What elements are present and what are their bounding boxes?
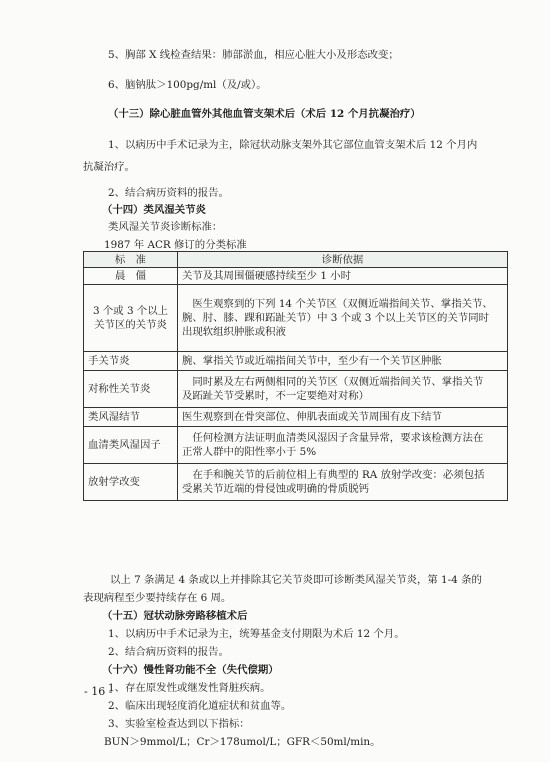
criterion-cell <box>84 408 178 427</box>
table-row <box>84 352 508 371</box>
text-line: 2、临床出现轻度消化道症状和贫血等。 <box>108 700 292 712</box>
text-line: 2、结合病历资料的报告。 <box>108 646 229 658</box>
table-row <box>84 464 508 501</box>
basis-text: 在手和腕关节的后前位相上有典型的 RA 放射学改变：必须包括 <box>182 469 485 481</box>
section-heading: （十五）冠状动脉旁路移植术后 <box>102 610 248 622</box>
text-line: 抗凝治疗。 <box>83 161 135 173</box>
basis-cell <box>178 352 508 371</box>
criterion-cell <box>84 268 178 285</box>
table-header-row <box>84 252 508 268</box>
criterion-text: 晨 僵 <box>114 270 147 282</box>
criterion-text: 放射学改变 <box>88 476 140 488</box>
basis-text: 任何检测方法证明血清类风湿因子含量异常，要求该检测方法在 <box>182 432 484 444</box>
section-heading: （十三）除心脏血管外其他血管支架术后（术后 12 个月抗凝治疗） <box>108 108 421 120</box>
text-line: 3、实验室检查达到以下指标： <box>108 718 250 730</box>
column-header: 标 准 <box>84 252 178 268</box>
criterion-cell <box>84 352 178 371</box>
basis-text: 正常人群中的阳性率小于 5% <box>182 446 317 458</box>
text-line: 表现病程至少要持续存在 6 周。 <box>83 592 232 604</box>
column-header: 诊断依据 <box>178 252 508 268</box>
basis-text: 关节及其周围僵硬感持续至少 1 小时 <box>182 270 352 282</box>
table-row <box>84 268 508 285</box>
criterion-text: 血清类风湿因子 <box>88 439 161 451</box>
criterion-text: 类风湿结节 <box>88 411 140 423</box>
ra-criteria-table <box>83 251 508 501</box>
section-heading: （十四）类风湿关节炎 <box>102 204 206 216</box>
basis-cell <box>178 268 508 285</box>
basis-text: 腕、掌指关节或近端指间关节中，至少有一个关节区肿胀 <box>182 355 442 367</box>
basis-text: 腕、肘、膝、踝和跖趾关节）中 3 个或 3 个以上关节区的关节同时 <box>182 312 489 324</box>
basis-cell <box>178 408 508 427</box>
basis-text: 及跖趾关节受累时，不一定要绝对对称） <box>182 390 370 402</box>
text-line: 6、脑钠肽＞100pg/ml（及/或）。 <box>108 79 267 91</box>
criterion-cell <box>84 371 178 408</box>
criterion-cell <box>84 427 178 464</box>
basis-cell <box>178 371 508 408</box>
text-line: 类风湿关节炎诊断标准： <box>108 221 223 233</box>
basis-text: 同时累及左右两侧相同的关节区（双侧近端指间关节、掌指关节 <box>182 376 484 388</box>
text-line: BUN＞9mmol/L；Cr＞178umol/L；GFR＜50ml/min。 <box>104 736 381 748</box>
criterion-text: 对称性关节炎 <box>88 383 151 395</box>
criterion-text: 3 个或 3 个以上 <box>92 305 169 317</box>
basis-text: 受累关节近端的骨侵蚀或明确的骨质脱钙 <box>182 483 370 495</box>
section-heading: （十六）慢性肾功能不全（失代偿期） <box>102 664 279 676</box>
text-line: 5、胸部 X 线检查结果：肺部淤血，相应心脏大小及形态改变； <box>108 49 399 61</box>
text-line: 1、以病历中手术记录为主，统筹基金支付期限为术后 12 个月。 <box>108 628 405 640</box>
text-line: 以上 7 条满足 4 条或以上并排除其它关节炎即可诊断类风湿关节炎，第 1-4 条的 <box>110 574 482 586</box>
basis-text: 出现软组织肿胀或积液 <box>182 326 286 338</box>
criterion-text: 手关节炎 <box>88 355 130 367</box>
text-line: 1、以病历中手术记录为主，除冠状动脉支架外其它部位血管支架术后 12 个月内 <box>108 139 478 151</box>
basis-cell <box>178 427 508 464</box>
table-row <box>84 371 508 408</box>
criterion-cell <box>84 464 178 501</box>
basis-cell <box>178 285 508 352</box>
basis-text: 医生观察到在骨突部位、伸肌表面或关节周围有皮下结节 <box>182 411 442 423</box>
criterion-cell <box>84 285 178 352</box>
text-line: 1987 年 ACR 修订的分类标准 <box>104 239 247 251</box>
text-line: 1、存在原发性或继发性肾脏疾病。 <box>108 682 271 694</box>
page-number: - 16 - <box>84 685 113 698</box>
table-row <box>84 408 508 427</box>
table-row <box>84 427 508 464</box>
criterion-text: 关节区的关节炎 <box>94 319 167 331</box>
table-row <box>84 285 508 352</box>
basis-cell <box>178 464 508 501</box>
basis-text: 医生观察到的下列 14 个关节区（双侧近端指间关节、掌指关节、 <box>182 298 493 310</box>
text-line: 2、结合病历资料的报告。 <box>108 187 229 199</box>
